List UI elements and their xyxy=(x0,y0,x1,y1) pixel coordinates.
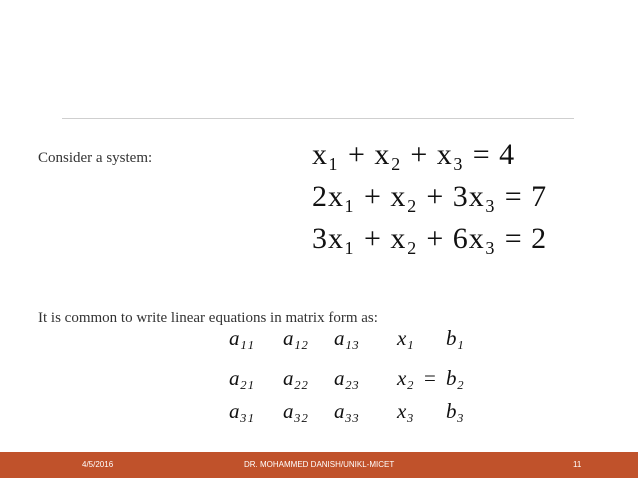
matrix-equals: = xyxy=(424,366,436,390)
matrix-a23: a₂₃ xyxy=(334,366,360,390)
matrix-a12: a₁₂ xyxy=(283,326,309,350)
footer-author: DR. MOHAMMED DANISH/UNIKL-MICET xyxy=(244,460,395,469)
matrix-x3: x₃ xyxy=(397,399,414,423)
footer-page-number: 11 xyxy=(573,460,582,469)
matrix-a33: a₃₃ xyxy=(334,399,360,423)
equation-3: 3x₁ + x₂ + 6x₃ = 2 xyxy=(312,222,548,255)
matrix-b1: b₁ xyxy=(446,326,464,350)
matrix-a32: a₃₂ xyxy=(283,399,309,423)
footer-bar xyxy=(0,452,638,478)
matrix-a22: a₂₂ xyxy=(283,366,309,390)
footer-date: 4/5/2016 xyxy=(82,460,114,469)
matrix-b2: b₂ xyxy=(446,366,464,390)
intro-text: Consider a system: xyxy=(38,150,153,166)
matrix-a31: a₃₁ xyxy=(229,399,255,423)
equation-1: x₁ + x₂ + x₃ = 4 xyxy=(312,138,516,171)
header-divider xyxy=(62,118,574,119)
matrix-a13: a₁₃ xyxy=(334,326,360,350)
equation-2: 2x₁ + x₂ + 3x₃ = 7 xyxy=(312,180,548,213)
matrix-intro-text: It is common to write linear equations in matrix form as: xyxy=(38,310,378,326)
matrix-a21: a₂₁ xyxy=(229,366,255,390)
matrix-a11: a₁₁ xyxy=(229,326,255,350)
matrix-b3: b₃ xyxy=(446,399,464,423)
matrix-x2: x₂ xyxy=(397,366,414,390)
matrix-x1: x₁ xyxy=(397,326,414,350)
